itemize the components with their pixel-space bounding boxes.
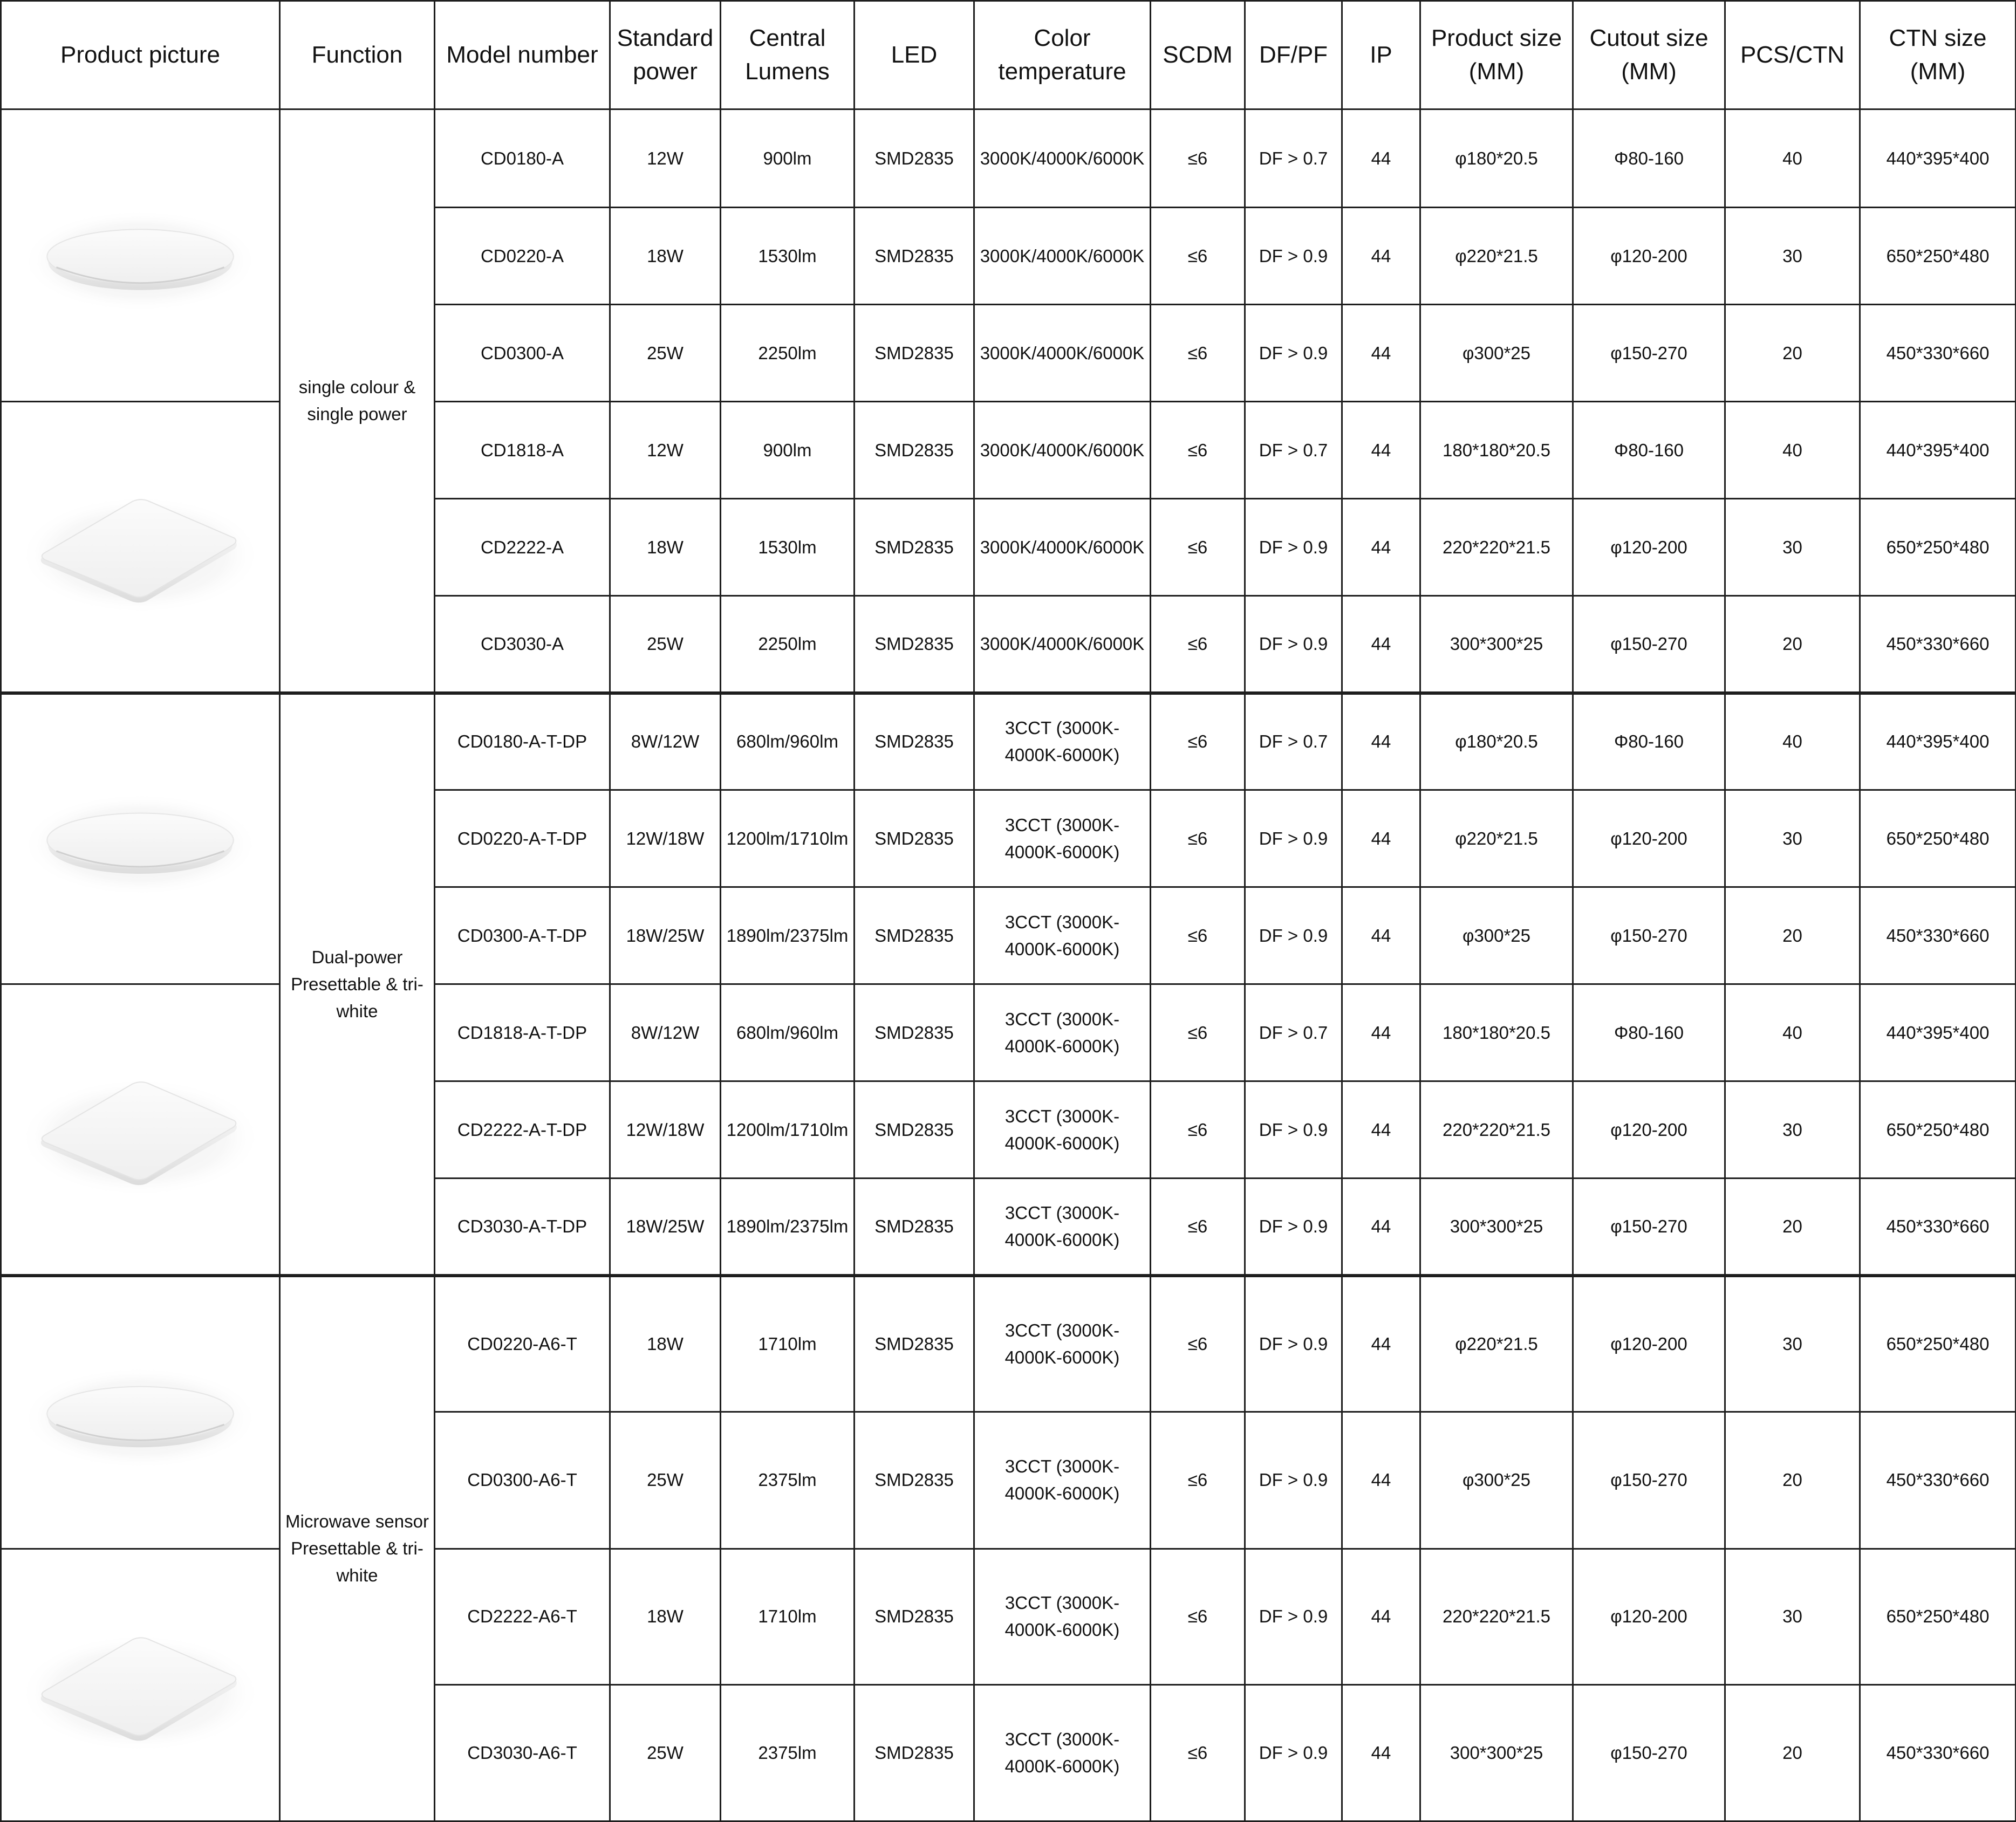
cell-df-pf: DF > 0.9 [1245,596,1342,693]
col-header-df-pf: DF/PF [1245,1,1342,109]
cell-model: CD0220-A6-T [435,1276,610,1412]
header-row [1,1,2016,109]
product-picture-square [1,402,280,693]
cell-pcs-ctn: 20 [1725,1685,1860,1821]
cell-lumens: 900lm [721,402,855,499]
cell-df-pf: DF > 0.9 [1245,499,1342,596]
cell-cutout-size: Φ80-160 [1573,402,1725,499]
cell-ctn-size: 440*395*400 [1860,693,2016,790]
cell-ip: 44 [1342,1081,1420,1179]
cell-pcs-ctn: 30 [1725,1549,1860,1685]
cell-color-temperature: 3CCT (3000K-4000K-6000K) [974,1412,1151,1549]
cell-product-size: 180*180*20.5 [1420,402,1573,499]
cell-cutout-size: Φ80-160 [1573,984,1725,1081]
cell-model: CD0180-A-T-DP [435,693,610,790]
cell-pcs-ctn: 20 [1725,887,1860,984]
cell-color-temperature: 3CCT (3000K-4000K-6000K) [974,1276,1151,1412]
cell-ctn-size: 650*250*480 [1860,790,2016,887]
cell-ip: 44 [1342,305,1420,402]
cell-cutout-size: φ120-200 [1573,1276,1725,1412]
col-header-central-lumens: Central Lumens [721,1,855,109]
cell-df-pf: DF > 0.9 [1245,1081,1342,1179]
cell-scdm: ≤6 [1151,887,1245,984]
cell-ctn-size: 650*250*480 [1860,1549,2016,1685]
cell-color-temperature: 3CCT (3000K-4000K-6000K) [974,1549,1151,1685]
cell-lumens: 1710lm [721,1276,855,1412]
cell-pcs-ctn: 40 [1725,693,1860,790]
cell-power: 18W/25W [610,887,721,984]
round-ceiling-light-image [5,1277,276,1548]
cell-cutout-size: φ150-270 [1573,887,1725,984]
cell-lumens: 2250lm [721,305,855,402]
cell-model: CD1818-A-T-DP [435,984,610,1081]
round-ceiling-light-image [5,110,276,401]
cell-ip: 44 [1342,1276,1420,1412]
cell-led: SMD2835 [855,305,974,402]
cell-pcs-ctn: 20 [1725,596,1860,693]
cell-df-pf: DF > 0.9 [1245,208,1342,305]
cell-scdm: ≤6 [1151,1081,1245,1179]
cell-ctn-size: 440*395*400 [1860,984,2016,1081]
cell-scdm: ≤6 [1151,790,1245,887]
cell-df-pf: DF > 0.9 [1245,790,1342,887]
cell-cutout-size: Φ80-160 [1573,109,1725,208]
cell-ctn-size: 440*395*400 [1860,402,2016,499]
cell-power: 12W [610,109,721,208]
col-header-scdm: SCDM [1151,1,1245,109]
cell-led: SMD2835 [855,1412,974,1549]
col-header-color-temperature: Color temperature [974,1,1151,109]
cell-power: 18W/25W [610,1179,721,1276]
cell-power: 18W [610,499,721,596]
cell-scdm: ≤6 [1151,984,1245,1081]
cell-lumens: 1200lm/1710lm [721,790,855,887]
cell-ctn-size: 450*330*660 [1860,887,2016,984]
product-picture-round [1,693,280,984]
cell-color-temperature: 3CCT (3000K-4000K-6000K) [974,984,1151,1081]
cell-ip: 44 [1342,402,1420,499]
cell-color-temperature: 3CCT (3000K-4000K-6000K) [974,887,1151,984]
cell-pcs-ctn: 30 [1725,208,1860,305]
cell-model: CD0300-A6-T [435,1412,610,1549]
cell-power: 18W [610,1549,721,1685]
cell-ip: 44 [1342,887,1420,984]
cell-led: SMD2835 [855,1081,974,1179]
cell-df-pf: DF > 0.9 [1245,887,1342,984]
cell-lumens: 2375lm [721,1412,855,1549]
cell-cutout-size: φ150-270 [1573,305,1725,402]
cell-ctn-size: 450*330*660 [1860,1685,2016,1821]
cell-ctn-size: 650*250*480 [1860,499,2016,596]
cell-ctn-size: 440*395*400 [1860,109,2016,208]
cell-pcs-ctn: 30 [1725,499,1860,596]
cell-cutout-size: φ120-200 [1573,1549,1725,1685]
cell-scdm: ≤6 [1151,402,1245,499]
cell-ctn-size: 650*250*480 [1860,1276,2016,1412]
cell-cutout-size: φ120-200 [1573,790,1725,887]
cell-product-size: 300*300*25 [1420,1685,1573,1821]
cell-df-pf: DF > 0.7 [1245,693,1342,790]
cell-lumens: 680lm/960lm [721,984,855,1081]
col-header-standard-power: Standard power [610,1,721,109]
cell-power: 8W/12W [610,693,721,790]
cell-lumens: 1890lm/2375lm [721,1179,855,1276]
cell-pcs-ctn: 20 [1725,305,1860,402]
cell-color-temperature: 3CCT (3000K-4000K-6000K) [974,693,1151,790]
cell-pcs-ctn: 40 [1725,402,1860,499]
cell-lumens: 2375lm [721,1685,855,1821]
product-picture-square [1,1549,280,1821]
cell-product-size: φ220*21.5 [1420,1276,1573,1412]
cell-df-pf: DF > 0.9 [1245,1412,1342,1549]
cell-scdm: ≤6 [1151,305,1245,402]
cell-power: 25W [610,596,721,693]
cell-led: SMD2835 [855,402,974,499]
cell-model: CD2222-A6-T [435,1549,610,1685]
cell-power: 25W [610,305,721,402]
cell-ctn-size: 650*250*480 [1860,208,2016,305]
cell-scdm: ≤6 [1151,1276,1245,1412]
cell-power: 25W [610,1685,721,1821]
cell-pcs-ctn: 20 [1725,1412,1860,1549]
cell-ip: 44 [1342,499,1420,596]
cell-product-size: 220*220*21.5 [1420,1549,1573,1685]
cell-product-size: φ300*25 [1420,887,1573,984]
cell-df-pf: DF > 0.9 [1245,1179,1342,1276]
cell-product-size: φ220*21.5 [1420,208,1573,305]
cell-led: SMD2835 [855,1685,974,1821]
cell-color-temperature: 3CCT (3000K-4000K-6000K) [974,790,1151,887]
cell-led: SMD2835 [855,1549,974,1685]
cell-pcs-ctn: 40 [1725,109,1860,208]
cell-df-pf: DF > 0.9 [1245,1685,1342,1821]
cell-ctn-size: 450*330*660 [1860,305,2016,402]
cell-scdm: ≤6 [1151,1412,1245,1549]
cell-led: SMD2835 [855,109,974,208]
cell-color-temperature: 3CCT (3000K-4000K-6000K) [974,1081,1151,1179]
cell-ctn-size: 450*330*660 [1860,1179,2016,1276]
cell-df-pf: DF > 0.9 [1245,1549,1342,1685]
cell-color-temperature: 3000K/4000K/6000K [974,402,1151,499]
round-ceiling-light-image [5,695,276,984]
cell-pcs-ctn: 30 [1725,790,1860,887]
cell-product-size: 300*300*25 [1420,1179,1573,1276]
cell-led: SMD2835 [855,499,974,596]
cell-power: 12W/18W [610,790,721,887]
product-picture-square [1,984,280,1276]
cell-color-temperature: 3000K/4000K/6000K [974,596,1151,693]
col-header-ip: IP [1342,1,1420,109]
cell-ctn-size: 450*330*660 [1860,1412,2016,1549]
cell-model: CD3030-A6-T [435,1685,610,1821]
cell-ip: 44 [1342,1685,1420,1821]
cell-led: SMD2835 [855,596,974,693]
cell-color-temperature: 3000K/4000K/6000K [974,305,1151,402]
cell-lumens: 900lm [721,109,855,208]
cell-model: CD0220-A [435,208,610,305]
col-header-product-picture: Product picture [1,1,280,109]
cell-pcs-ctn: 20 [1725,1179,1860,1276]
product-picture-round [1,109,280,402]
square-ceiling-light-image [5,402,276,691]
cell-product-size: φ180*20.5 [1420,693,1573,790]
cell-cutout-size: φ120-200 [1573,1081,1725,1179]
cell-scdm: ≤6 [1151,499,1245,596]
cell-scdm: ≤6 [1151,693,1245,790]
cell-ip: 44 [1342,693,1420,790]
col-header-product-size: Product size (MM) [1420,1,1573,109]
cell-power: 18W [610,1276,721,1412]
cell-cutout-size: φ120-200 [1573,208,1725,305]
cell-ip: 44 [1342,1412,1420,1549]
col-header-model-number: Model number [435,1,610,109]
col-header-function: Function [280,1,435,109]
cell-lumens: 1890lm/2375lm [721,887,855,984]
cell-ip: 44 [1342,1179,1420,1276]
cell-model: CD0300-A-T-DP [435,887,610,984]
cell-led: SMD2835 [855,1276,974,1412]
cell-power: 25W [610,1412,721,1549]
cell-led: SMD2835 [855,790,974,887]
cell-pcs-ctn: 30 [1725,1081,1860,1179]
cell-color-temperature: 3CCT (3000K-4000K-6000K) [974,1685,1151,1821]
function-cell: single colour & single power [280,109,435,693]
cell-lumens: 1710lm [721,1549,855,1685]
cell-product-size: 180*180*20.5 [1420,984,1573,1081]
cell-scdm: ≤6 [1151,1685,1245,1821]
cell-power: 12W/18W [610,1081,721,1179]
cell-cutout-size: φ150-270 [1573,596,1725,693]
cell-df-pf: DF > 0.7 [1245,984,1342,1081]
cell-led: SMD2835 [855,1179,974,1276]
cell-ip: 44 [1342,596,1420,693]
cell-power: 18W [610,208,721,305]
cell-pcs-ctn: 40 [1725,984,1860,1081]
cell-model: CD3030-A-T-DP [435,1179,610,1276]
cell-color-temperature: 3000K/4000K/6000K [974,499,1151,596]
cell-scdm: ≤6 [1151,1549,1245,1685]
cell-led: SMD2835 [855,887,974,984]
cell-scdm: ≤6 [1151,109,1245,208]
cell-cutout-size: φ150-270 [1573,1685,1725,1821]
cell-pcs-ctn: 30 [1725,1276,1860,1412]
cell-led: SMD2835 [855,693,974,790]
cell-model: CD0180-A [435,109,610,208]
cell-ctn-size: 650*250*480 [1860,1081,2016,1179]
cell-scdm: ≤6 [1151,1179,1245,1276]
cell-power: 8W/12W [610,984,721,1081]
cell-cutout-size: φ120-200 [1573,499,1725,596]
cell-model: CD0220-A-T-DP [435,790,610,887]
cell-df-pf: DF > 0.7 [1245,402,1342,499]
cell-lumens: 2250lm [721,596,855,693]
table-row [1,109,2016,208]
cell-lumens: 1200lm/1710lm [721,1081,855,1179]
cell-ip: 44 [1342,984,1420,1081]
cell-df-pf: DF > 0.7 [1245,109,1342,208]
cell-lumens: 680lm/960lm [721,693,855,790]
table-row [1,1276,2016,1412]
cell-ip: 44 [1342,790,1420,887]
table-row [1,693,2016,790]
cell-led: SMD2835 [855,984,974,1081]
cell-color-temperature: 3CCT (3000K-4000K-6000K) [974,1179,1151,1276]
cell-ctn-size: 450*330*660 [1860,596,2016,693]
cell-cutout-size: Φ80-160 [1573,693,1725,790]
cell-product-size: 300*300*25 [1420,596,1573,693]
cell-product-size: 220*220*21.5 [1420,499,1573,596]
square-ceiling-light-image [5,1550,276,1820]
cell-model: CD3030-A [435,596,610,693]
cell-df-pf: DF > 0.9 [1245,1276,1342,1412]
cell-cutout-size: φ150-270 [1573,1179,1725,1276]
cell-led: SMD2835 [855,208,974,305]
col-header-pcs-ctn: PCS/CTN [1725,1,1860,109]
cell-scdm: ≤6 [1151,208,1245,305]
cell-model: CD2222-A [435,499,610,596]
cell-ip: 44 [1342,1549,1420,1685]
cell-color-temperature: 3000K/4000K/6000K [974,208,1151,305]
cell-scdm: ≤6 [1151,596,1245,693]
function-cell: Microwave sensor Presettable & tri-white [280,1276,435,1821]
product-picture-round [1,1276,280,1549]
cell-product-size: φ180*20.5 [1420,109,1573,208]
col-header-led: LED [855,1,974,109]
cell-model: CD0300-A [435,305,610,402]
cell-lumens: 1530lm [721,499,855,596]
cell-df-pf: DF > 0.9 [1245,305,1342,402]
cell-product-size: φ300*25 [1420,1412,1573,1549]
cell-lumens: 1530lm [721,208,855,305]
cell-cutout-size: φ150-270 [1573,1412,1725,1549]
col-header-ctn-size: CTN size (MM) [1860,1,2016,109]
cell-model: CD2222-A-T-DP [435,1081,610,1179]
cell-product-size: φ300*25 [1420,305,1573,402]
cell-ip: 44 [1342,109,1420,208]
cell-product-size: φ220*21.5 [1420,790,1573,887]
col-header-cutout-size: Cutout size (MM) [1573,1,1725,109]
cell-model: CD1818-A [435,402,610,499]
cell-ip: 44 [1342,208,1420,305]
cell-color-temperature: 3000K/4000K/6000K [974,109,1151,208]
cell-power: 12W [610,402,721,499]
square-ceiling-light-image [5,985,276,1274]
function-cell: Dual-power Presettable & tri-white [280,693,435,1276]
cell-product-size: 220*220*21.5 [1420,1081,1573,1179]
